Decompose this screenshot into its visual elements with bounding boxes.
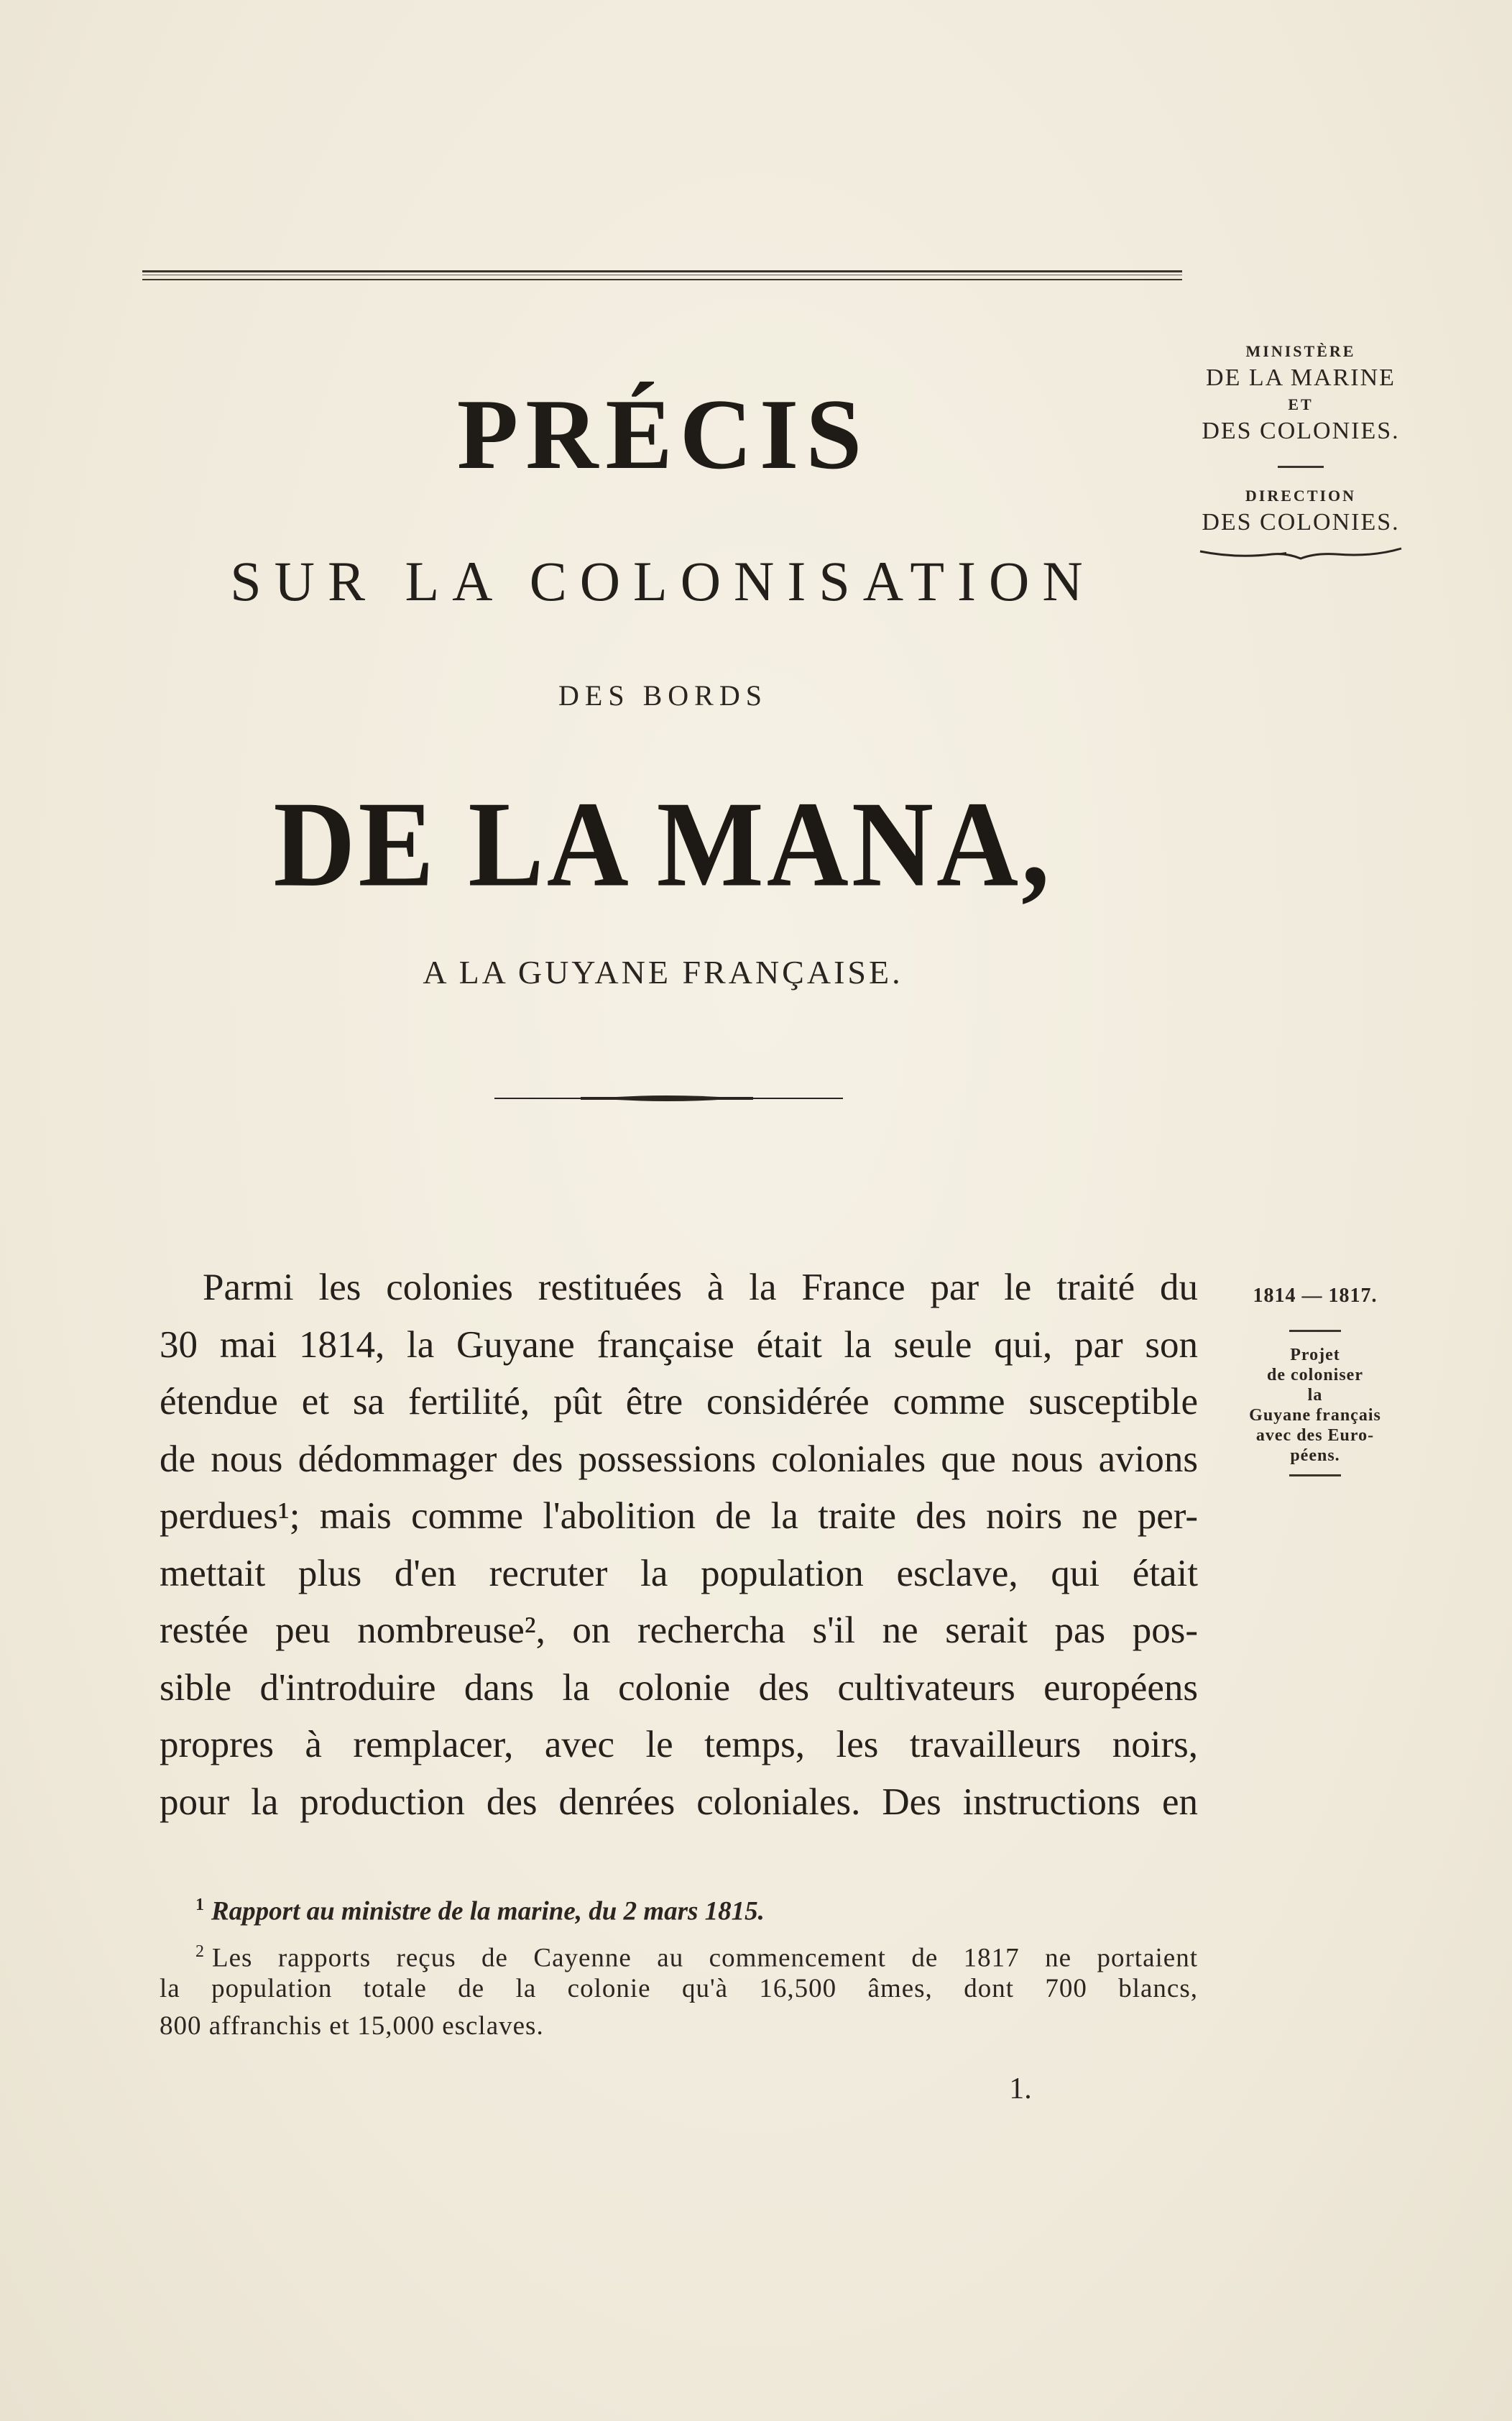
side-note-line: de coloniser (1267, 1366, 1363, 1384)
side-note-dates: 1814 — 1817. (1253, 1285, 1378, 1307)
side-note-divider-top (1289, 1330, 1341, 1332)
side-note-divider-bottom (1289, 1474, 1341, 1476)
body-line: perdues¹; mais comme l'abolition de la traite des noirs ne per- (160, 1495, 1198, 1537)
footnote-2 (160, 1933, 1198, 2045)
colonies-label: DES COLONIES. (1202, 418, 1400, 444)
footnote-2-line (160, 1933, 1198, 1973)
body-line: Parmi les colonies restituées à la France par le traité du (203, 1267, 1198, 1308)
body-line: restée peu nombreuse², on rechercha s'il ne serait pas pos- (160, 1609, 1198, 1651)
footnotes (160, 1886, 1198, 2045)
title-ornament-rule (494, 1091, 843, 1106)
footnote-2-line-text: Les rapports reçus de Cayenne au commencement de 1817 ne portaient (212, 1943, 1198, 1973)
body-line: étendue et sa fertilité, pût être considérée comme susceptible (160, 1381, 1198, 1423)
side-note-line: la (1307, 1386, 1323, 1405)
footnote-1-text: Rapport au ministre de la marine, du 2 mars 1815. (211, 1896, 765, 1926)
body-line: 30 mai 1814, la Guyane française était la seule qui, par son (160, 1323, 1198, 1366)
footnote-2-line: 800 affranchis et 15,000 esclaves. (160, 2011, 544, 2041)
title-guyane-francaise: A LA GUYANE FRANÇAISE. (423, 954, 903, 991)
side-note (1207, 1284, 1423, 1476)
side-note-line: Projet (1290, 1346, 1340, 1364)
body-line: propres à remplacer, avec le temps, les travailleurs noirs, (160, 1724, 1198, 1765)
body-line: pour la production des denrées coloniales. Des instructions en (160, 1781, 1198, 1823)
footnote-2-line: la population totale de la colonie qu'à 16,500 âmes, dont 700 blancs, (160, 1974, 1198, 2004)
footnote-2-marker: 2 (195, 1942, 205, 1962)
side-note-line: avec des Euro- (1255, 1426, 1375, 1445)
side-note-line: Guyane français (1249, 1406, 1381, 1425)
body-line: sible d'introduire dans la colonie des cultivateurs européens (160, 1666, 1198, 1709)
et-label: ET (1288, 395, 1314, 413)
footnote-1 (160, 1886, 1198, 1930)
title-precis: PRÉCIS (456, 379, 870, 490)
marine-label: DE LA MARINE (1206, 364, 1396, 391)
direction-label: DIRECTION (1245, 487, 1357, 505)
footnote-1-marker: 1 (195, 1896, 204, 1914)
body-line: mettait plus d'en recruter la population esclave, qui était (160, 1552, 1198, 1594)
top-double-rule (142, 270, 1182, 280)
title-sur-la-colonisation: SUR LA COLONISATION (230, 550, 1096, 612)
direction-colonies-label: DES COLONIES. (1202, 509, 1400, 536)
title-des-bords: DES BORDS (558, 679, 767, 712)
body-line: de nous dédommager des possessions coloniales que nous avions (160, 1438, 1198, 1480)
title-de-la-mana: DE LA MANA, (273, 776, 1053, 913)
page-number: 1. (1009, 2072, 1032, 2105)
ministere-label: MINISTÈRE (1245, 342, 1356, 360)
side-note-line: péens. (1290, 1446, 1340, 1465)
body-paragraph (160, 1259, 1198, 1831)
